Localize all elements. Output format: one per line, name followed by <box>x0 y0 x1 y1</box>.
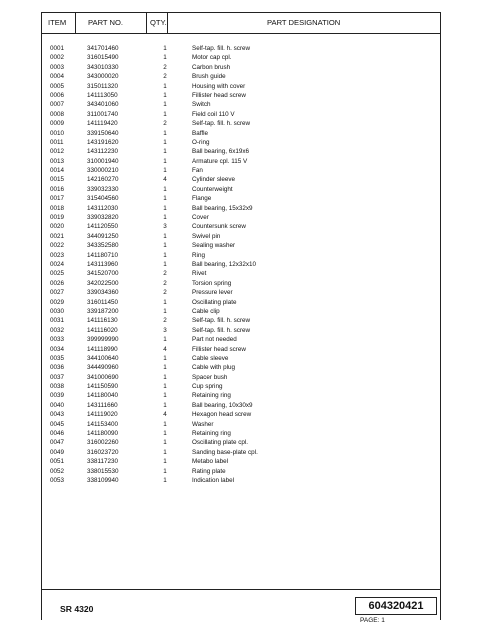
part-number-cell: 141116130 <box>87 317 118 325</box>
document-number-box: 604320421 <box>355 597 437 615</box>
item-number-cell: 0015 <box>50 176 65 184</box>
part-designation-cell: Countersunk screw <box>192 223 246 231</box>
header-item: ITEM <box>48 18 67 27</box>
part-designation-cell: Torsion spring <box>192 279 232 287</box>
table-row <box>42 91 440 100</box>
part-designation-cell: Retaining ring <box>192 430 231 438</box>
item-number-cell: 0007 <box>50 101 65 109</box>
table-row <box>42 316 440 325</box>
table-row <box>42 138 440 147</box>
item-number-cell: 0031 <box>50 317 65 325</box>
table-row <box>42 298 440 307</box>
quantity-cell: 1 <box>163 157 167 165</box>
quantity-cell: 1 <box>163 195 167 203</box>
quantity-cell: 1 <box>163 401 167 409</box>
part-designation-cell: Hexagon head screw <box>192 411 252 419</box>
quantity-cell: 3 <box>163 326 167 334</box>
quantity-cell: 1 <box>163 54 167 62</box>
header-part-designation: PART DESIGNATION <box>267 18 341 27</box>
quantity-cell: 1 <box>163 129 167 137</box>
item-number-cell: 0006 <box>50 91 65 99</box>
item-number-cell: 0029 <box>50 298 65 306</box>
quantity-cell: 1 <box>163 392 167 400</box>
table-row <box>42 72 440 81</box>
part-number-cell: 316002260 <box>87 439 119 447</box>
quantity-cell: 1 <box>163 232 167 240</box>
part-designation-cell: Ball bearing, 6x19x6 <box>192 148 250 156</box>
quantity-cell: 2 <box>163 279 167 287</box>
table-row <box>42 213 440 222</box>
part-number-cell: 343401060 <box>87 101 119 109</box>
quantity-cell: 1 <box>163 476 167 484</box>
table-row <box>42 222 440 231</box>
quantity-cell: 1 <box>163 420 167 428</box>
part-number-cell: 142160270 <box>87 176 119 184</box>
table-row <box>42 438 440 447</box>
part-number-cell: 141118990 <box>87 345 118 353</box>
part-number-cell: 338109940 <box>87 476 119 484</box>
quantity-cell: 1 <box>163 364 167 372</box>
part-designation-cell: Ball bearing, 12x32x10 <box>192 260 257 268</box>
model-number: SR 4320 <box>60 604 94 614</box>
part-designation-cell: Housing with cover <box>192 82 246 90</box>
quantity-cell: 1 <box>163 260 167 268</box>
item-number-cell: 0047 <box>50 439 65 447</box>
part-number-cell: 141180040 <box>87 392 119 400</box>
item-number-cell: 0025 <box>50 270 65 278</box>
part-designation-cell: Cable clip <box>192 307 220 315</box>
part-number-cell: 316015490 <box>87 54 119 62</box>
quantity-cell: 1 <box>163 242 167 250</box>
item-number-cell: 0011 <box>50 138 64 146</box>
quantity-cell: 4 <box>163 176 167 184</box>
item-number-cell: 0024 <box>50 260 65 268</box>
item-number-cell: 0010 <box>50 129 65 137</box>
item-number-cell: 0038 <box>50 383 65 391</box>
part-designation-cell: Brush guide <box>192 73 226 81</box>
part-designation-cell: Self-tap. fill. h. screw <box>192 326 251 334</box>
part-number-cell: 141180090 <box>87 430 119 438</box>
table-row <box>42 354 440 363</box>
part-number-cell: 141119020 <box>87 411 118 419</box>
table-row <box>42 166 440 175</box>
item-number-cell: 0030 <box>50 307 65 315</box>
table-row <box>42 175 440 184</box>
quantity-cell: 4 <box>163 345 167 353</box>
item-number-cell: 0022 <box>50 242 65 250</box>
part-number-cell: 141119420 <box>87 120 118 128</box>
part-number-cell: 316011450 <box>87 298 119 306</box>
item-number-cell: 0016 <box>50 185 65 193</box>
part-designation-cell: Retaining ring <box>192 392 231 400</box>
footer-divider <box>42 589 440 590</box>
part-designation-cell: Cable sleeve <box>192 354 229 362</box>
part-designation-cell: Fillister head screw <box>192 91 246 99</box>
table-row <box>42 448 440 457</box>
quantity-cell: 1 <box>163 82 167 90</box>
part-number-cell: 141113050 <box>87 91 118 99</box>
part-number-cell: 141116020 <box>87 326 118 334</box>
item-number-cell: 0053 <box>50 476 65 484</box>
quantity-cell: 1 <box>163 298 167 306</box>
part-designation-cell: Ball bearing, 15x32x9 <box>192 204 253 212</box>
part-designation-cell: Rating plate <box>192 467 226 475</box>
part-number-cell: 341000690 <box>87 373 119 381</box>
part-number-cell: 311001740 <box>87 110 119 118</box>
quantity-cell: 1 <box>163 458 167 466</box>
table-row <box>42 373 440 382</box>
part-number-cell: 344100640 <box>87 354 119 362</box>
item-number-cell: 0033 <box>50 336 65 344</box>
part-number-cell: 338117230 <box>87 458 119 466</box>
quantity-cell: 2 <box>163 63 167 71</box>
item-number-cell: 0003 <box>50 63 65 71</box>
item-number-cell: 0026 <box>50 279 65 287</box>
quantity-cell: 4 <box>163 411 167 419</box>
table-row <box>42 410 440 419</box>
table-row <box>42 82 440 91</box>
part-number-cell: 310001940 <box>87 157 119 165</box>
table-row <box>42 110 440 119</box>
quantity-cell: 1 <box>163 138 167 146</box>
item-number-cell: 0014 <box>50 167 65 175</box>
item-number-cell: 0021 <box>50 232 65 240</box>
part-designation-cell: Counterweight <box>192 185 233 193</box>
item-number-cell: 0012 <box>50 148 65 156</box>
item-number-cell: 0001 <box>50 45 65 52</box>
part-designation-cell: Washer <box>192 420 214 428</box>
item-number-cell: 0039 <box>50 392 65 400</box>
quantity-cell: 1 <box>163 204 167 212</box>
table-row <box>42 467 440 476</box>
part-number-cell: 141153400 <box>87 420 119 428</box>
table-row <box>42 129 440 138</box>
table-row <box>42 335 440 344</box>
part-designation-cell: Cable with plug <box>192 364 236 372</box>
item-number-cell: 0008 <box>50 110 65 118</box>
part-designation-cell: Sanding base-plate cpl. <box>192 448 258 456</box>
quantity-cell: 1 <box>163 251 167 259</box>
header-qty: QTY. <box>150 18 167 27</box>
part-number-cell: 339032820 <box>87 214 119 222</box>
part-designation-cell: Fan <box>192 167 203 175</box>
part-number-cell: 344091250 <box>87 232 119 240</box>
table-header <box>42 13 440 34</box>
item-number-cell: 0046 <box>50 430 65 438</box>
quantity-cell: 1 <box>163 110 167 118</box>
part-designation-cell: Carbon brush <box>192 63 231 71</box>
part-designation-cell: Metabo label <box>192 458 229 466</box>
table-row <box>42 119 440 128</box>
quantity-cell: 1 <box>163 354 167 362</box>
table-row <box>42 429 440 438</box>
table-row <box>42 391 440 400</box>
table-row <box>42 401 440 410</box>
part-number-cell: 338015530 <box>87 467 119 475</box>
quantity-cell: 1 <box>163 307 167 315</box>
part-number-cell: 143112230 <box>87 148 119 156</box>
part-number-cell: 141120550 <box>87 223 119 231</box>
item-number-cell: 0040 <box>50 401 65 409</box>
table-row <box>42 269 440 278</box>
part-designation-cell: Oscillating plate cpl. <box>192 439 248 447</box>
part-number-cell: 341701460 <box>87 45 119 52</box>
part-number-cell: 342022500 <box>87 279 119 287</box>
quantity-cell: 1 <box>163 373 167 381</box>
part-designation-cell: Oscillating plate <box>192 298 237 306</box>
quantity-cell: 2 <box>163 270 167 278</box>
item-number-cell: 0017 <box>50 195 65 203</box>
header-divider <box>146 13 147 33</box>
item-number-cell: 0018 <box>50 204 65 212</box>
part-number-cell: 330000210 <box>87 167 119 175</box>
table-row <box>42 260 440 269</box>
quantity-cell: 2 <box>163 120 167 128</box>
quantity-cell: 2 <box>163 317 167 325</box>
table-row <box>42 53 440 62</box>
table-row <box>42 457 440 466</box>
part-number-cell: 339150640 <box>87 129 119 137</box>
table-row <box>42 44 440 53</box>
table-row <box>42 63 440 72</box>
item-number-cell: 0043 <box>50 411 65 419</box>
quantity-cell: 1 <box>163 439 167 447</box>
item-number-cell: 0032 <box>50 326 65 334</box>
part-designation-cell: Fillister head screw <box>192 345 246 353</box>
item-number-cell: 0027 <box>50 289 65 297</box>
item-number-cell: 0037 <box>50 373 65 381</box>
table-row <box>42 326 440 335</box>
part-number-cell: 315011320 <box>87 82 119 90</box>
part-number-cell: 339187200 <box>87 307 119 315</box>
table-row <box>42 420 440 429</box>
part-designation-cell: Flange <box>192 195 212 203</box>
part-designation-cell: Motor cap cpl. <box>192 54 232 62</box>
part-number-cell: 316023720 <box>87 448 119 456</box>
part-number-cell: 143112030 <box>87 204 119 212</box>
item-number-cell: 0004 <box>50 73 65 81</box>
part-designation-cell: Field coil 110 V <box>192 110 235 118</box>
part-number-cell: 143111660 <box>87 401 118 409</box>
quantity-cell: 1 <box>163 185 167 193</box>
table-row <box>42 251 440 260</box>
part-designation-cell: Self-tap. fill. h. screw <box>192 120 251 128</box>
quantity-cell: 1 <box>163 45 167 52</box>
table-row <box>42 204 440 213</box>
quantity-cell: 1 <box>163 101 167 109</box>
part-number-cell: 399999990 <box>87 336 119 344</box>
header-divider <box>167 13 168 33</box>
part-number-cell: 343000020 <box>87 73 119 81</box>
table-row <box>42 194 440 203</box>
quantity-cell: 1 <box>163 430 167 438</box>
part-designation-cell: Swivel pin <box>192 232 221 240</box>
table-row <box>42 345 440 354</box>
item-number-cell: 0049 <box>50 448 65 456</box>
item-number-cell: 0035 <box>50 354 65 362</box>
table-row <box>42 157 440 166</box>
table-row <box>42 382 440 391</box>
table-row <box>42 476 440 485</box>
table-row <box>42 307 440 316</box>
part-number-cell: 339034360 <box>87 289 119 297</box>
quantity-cell: 1 <box>163 467 167 475</box>
part-designation-cell: Pressure lever <box>192 289 233 297</box>
part-number-cell: 315404560 <box>87 195 119 203</box>
quantity-cell: 2 <box>163 289 167 297</box>
part-designation-cell: Cover <box>192 214 209 222</box>
part-number-cell: 143191620 <box>87 138 119 146</box>
part-designation-cell: Baffle <box>192 129 208 137</box>
quantity-cell: 3 <box>163 223 167 231</box>
header-divider <box>75 13 76 33</box>
quantity-cell: 2 <box>163 73 167 81</box>
part-number-cell: 341520700 <box>87 270 119 278</box>
quantity-cell: 1 <box>163 91 167 99</box>
part-number-cell: 141150590 <box>87 383 119 391</box>
table-row <box>42 241 440 250</box>
part-designation-cell: Part not needed <box>192 336 237 344</box>
part-designation-cell: Rivet <box>192 270 207 278</box>
item-number-cell: 0009 <box>50 120 65 128</box>
table-row <box>42 100 440 109</box>
quantity-cell: 1 <box>163 336 167 344</box>
part-number-cell: 339032330 <box>87 185 119 193</box>
part-number-cell: 143113960 <box>87 260 119 268</box>
header-part-no: PART NO. <box>88 18 124 27</box>
item-number-cell: 0020 <box>50 223 65 231</box>
part-number-cell: 344490960 <box>87 364 119 372</box>
part-designation-cell: Switch <box>192 101 211 109</box>
part-number-cell: 343352580 <box>87 242 119 250</box>
item-number-cell: 0036 <box>50 364 65 372</box>
parts-table-body <box>42 44 440 485</box>
item-number-cell: 0051 <box>50 458 65 466</box>
table-row <box>42 288 440 297</box>
quantity-cell: 1 <box>163 148 167 156</box>
parts-list-sheet <box>41 12 441 624</box>
table-row <box>42 232 440 241</box>
table-row <box>42 147 440 156</box>
part-designation-cell: Sealing washer <box>192 242 236 250</box>
item-number-cell: 0034 <box>50 345 65 353</box>
part-designation-cell: Armature cpl. 115 V <box>192 157 248 165</box>
part-designation-cell: Self-tap. fill. h. screw <box>192 317 251 325</box>
table-row <box>42 185 440 194</box>
part-designation-cell: Cylinder sleeve <box>192 176 236 184</box>
part-designation-cell: Cup spring <box>192 383 223 391</box>
quantity-cell: 1 <box>163 448 167 456</box>
part-designation-cell: Ball bearing, 10x30x9 <box>192 401 253 409</box>
part-designation-cell: Spacer bush <box>192 373 228 381</box>
part-designation-cell: Indication label <box>192 476 235 484</box>
item-number-cell: 0005 <box>50 82 65 90</box>
item-number-cell: 0052 <box>50 467 65 475</box>
table-row <box>42 279 440 288</box>
quantity-cell: 1 <box>163 383 167 391</box>
item-number-cell: 0013 <box>50 157 65 165</box>
item-number-cell: 0045 <box>50 420 65 428</box>
quantity-cell: 1 <box>163 214 167 222</box>
part-number-cell: 141180710 <box>87 251 119 259</box>
part-designation-cell: O-ring <box>192 138 210 146</box>
item-number-cell: 0019 <box>50 214 65 222</box>
part-designation-cell: Self-tap. fill. h. screw <box>192 45 251 52</box>
quantity-cell: 1 <box>163 167 167 175</box>
table-row <box>42 363 440 372</box>
part-designation-cell: Ring <box>192 251 205 259</box>
item-number-cell: 0002 <box>50 54 65 62</box>
item-number-cell: 0023 <box>50 251 65 259</box>
page-number: PAGE: 1 <box>360 617 385 624</box>
part-number-cell: 343010330 <box>87 63 119 71</box>
